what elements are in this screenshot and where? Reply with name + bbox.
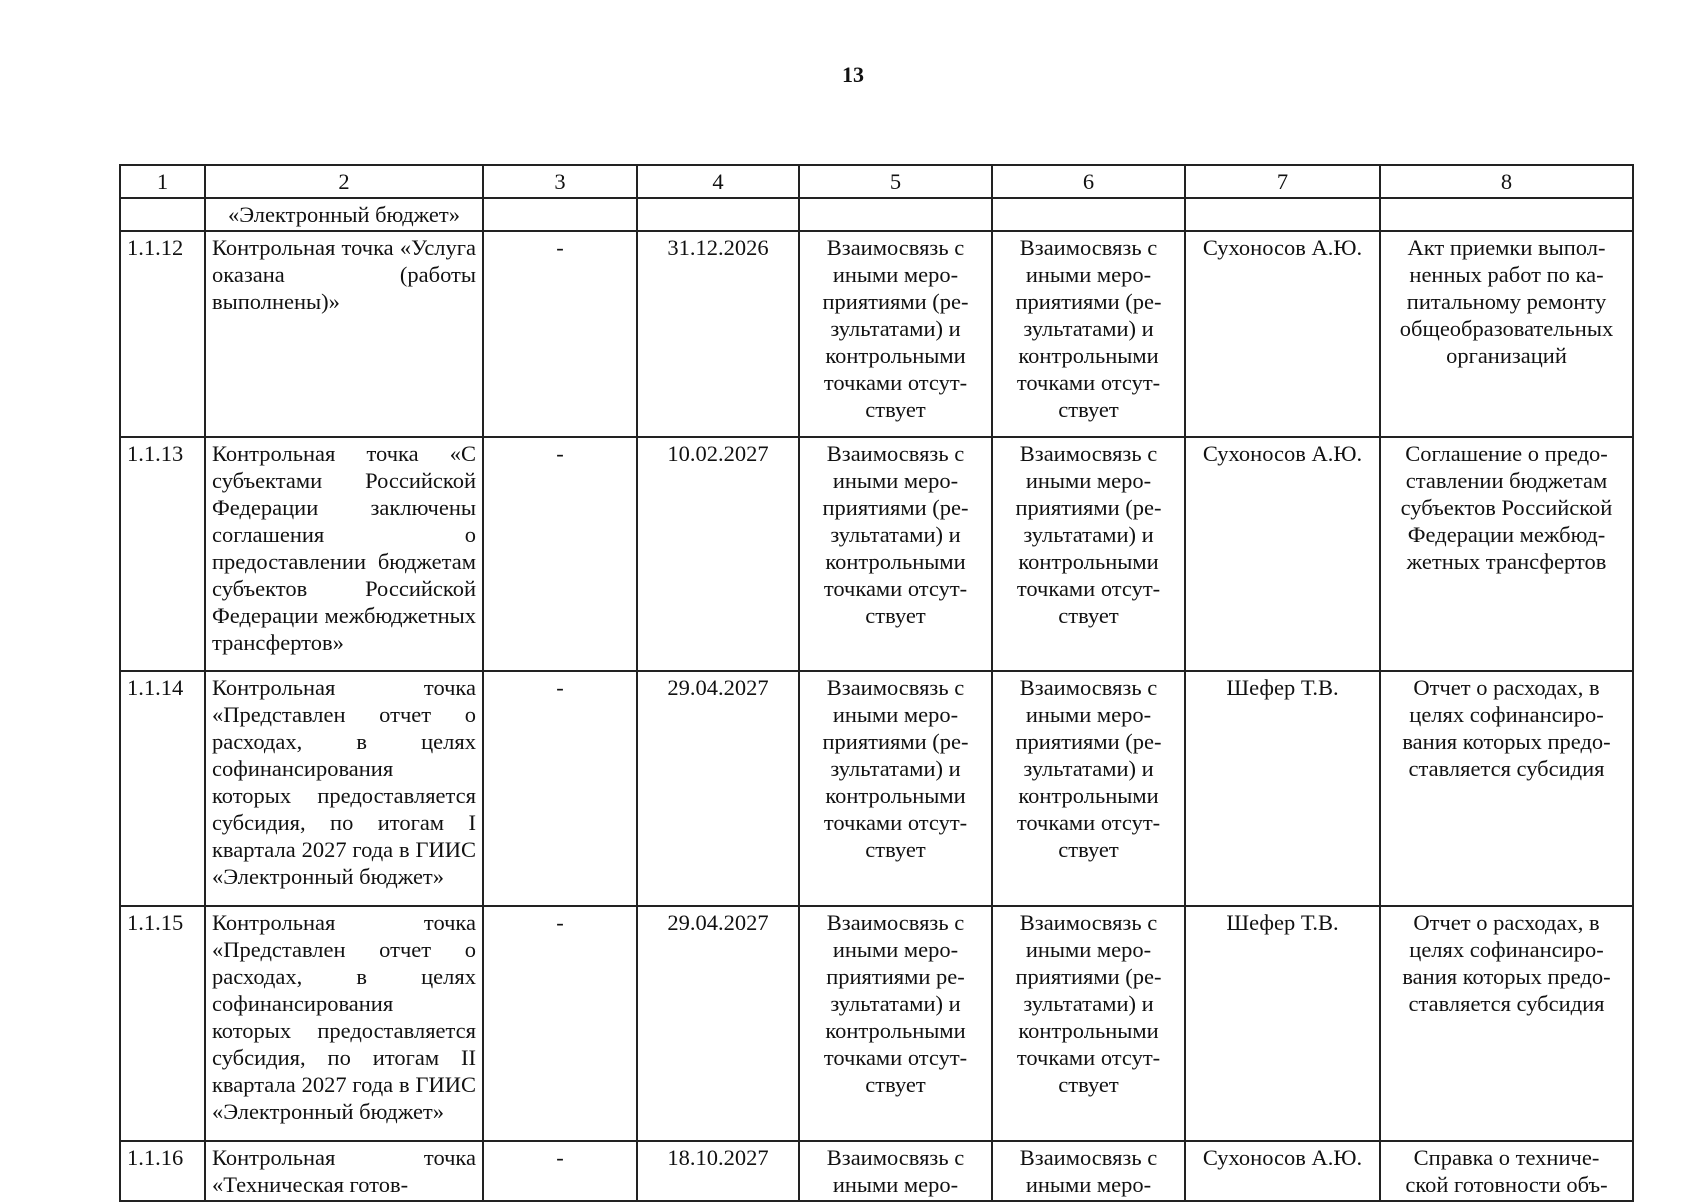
related-activities-cell xyxy=(992,671,1185,906)
confirming-document-cell xyxy=(1380,1141,1633,1201)
confirming-document-cell xyxy=(1380,671,1633,906)
related-activities-text: Взаимосвязь с иными меро- приятиями ре- зультатами) и контрольными точками отсут- ствует xyxy=(823,910,968,1097)
column-header-2: 2 xyxy=(205,165,483,198)
column-3-cell xyxy=(483,437,637,671)
related-activities-cell xyxy=(799,437,992,671)
confirming-document-text: Соглашение о предо- ставлении бюджетам субъектов Российской Федерации межбюд- жетных трансфертов xyxy=(1400,441,1613,574)
related-activities-text: Взаимосвязь с иными меро- xyxy=(1019,1145,1158,1197)
related-activities-text: Взаимосвязь с иными меро- приятиями (ре- зультатами) и контрольными точками отсут- ствует xyxy=(1015,235,1162,422)
row-number-cell xyxy=(120,1141,205,1201)
control-point-name-cell xyxy=(205,906,483,1141)
column-3-cell xyxy=(483,671,637,906)
date-cell xyxy=(637,906,799,1141)
row-number-cell xyxy=(120,231,205,437)
column-header-1: 1 xyxy=(120,165,205,198)
column-3-text: - xyxy=(556,675,564,700)
column-3-text: - xyxy=(556,1145,564,1170)
continuation-empty-cell xyxy=(1380,198,1633,231)
related-activities-text: Взаимосвязь с иными меро- приятиями (ре- зультатами) и контрольными точками отсут- ствует xyxy=(822,675,969,862)
table-row xyxy=(120,671,1633,906)
control-point-name-text: Контрольная точка «Представлен отчет о расходах, в целях софинансирования которых предоставляется субсидия, по итогам I квартала 2027 года в ГИИС «Электронный бюджет» xyxy=(212,675,476,889)
date-text: 29.04.2027 xyxy=(667,675,769,700)
responsible-person-cell xyxy=(1185,906,1380,1141)
related-activities-text: Взаимосвязь с иными меро- приятиями (ре- зультатами) и контрольными точками отсут- ствует xyxy=(822,235,969,422)
responsible-person-text: Шефер Т.В. xyxy=(1226,675,1339,700)
column-header-4: 4 xyxy=(637,165,799,198)
continuation-empty-cell xyxy=(1185,198,1380,231)
table-row xyxy=(120,1141,1633,1201)
continuation-empty-cell xyxy=(992,198,1185,231)
responsible-person-text: Шефер Т.В. xyxy=(1226,910,1339,935)
row-number-text: 1.1.12 xyxy=(127,235,184,260)
confirming-document-text: Отчет о расходах, в целях софинансиро- вания которых предо- ставляется субсидия xyxy=(1402,910,1611,1016)
confirming-document-text: Акт приемки выпол- ненных работ по ка- питальному ремонту общеобразовательных организаций xyxy=(1399,235,1614,368)
table-row xyxy=(120,437,1633,671)
row-number-cell xyxy=(120,437,205,671)
date-text: 10.02.2027 xyxy=(667,441,769,466)
related-activities-text: Взаимосвязь с иными меро- xyxy=(826,1145,965,1197)
related-activities-cell xyxy=(799,1141,992,1201)
continuation-num-cell xyxy=(120,198,205,231)
confirming-document-text: Отчет о расходах, в целях софинансиро- вания которых предо- ставляется субсидия xyxy=(1402,675,1611,781)
related-activities-cell xyxy=(992,906,1185,1141)
date-cell xyxy=(637,671,799,906)
confirming-document-cell xyxy=(1380,437,1633,671)
related-activities-cell xyxy=(992,1141,1185,1201)
date-cell xyxy=(637,231,799,437)
control-point-name-text: Контрольная точка «Представлен отчет о расходах, в целях софинансирования которых предоставляется субсидия, по итогам II квартала 2027 года в ГИИС «Электронный бюджет» xyxy=(212,910,476,1124)
responsible-person-text: Сухоносов А.Ю. xyxy=(1202,1145,1363,1170)
control-point-name-text: Контрольная точка «С субъектами Российской Федерации заключены соглашения о предоставлении бюджетам субъектов Российской Федерации межбюджетных трансфертов» xyxy=(212,441,476,655)
continuation-row xyxy=(120,198,1633,231)
row-number-cell xyxy=(120,906,205,1141)
responsible-person-text: Сухоносов А.Ю. xyxy=(1202,235,1363,260)
continuation-empty-cell xyxy=(799,198,992,231)
date-cell xyxy=(637,1141,799,1201)
date-text: 18.10.2027 xyxy=(667,1145,769,1170)
continuation-empty-cell xyxy=(483,198,637,231)
continuation-name-cell: «Электронный бюджет» xyxy=(205,198,483,231)
responsible-person-text: Сухоносов А.Ю. xyxy=(1202,441,1363,466)
date-text: 31.12.2026 xyxy=(667,235,769,260)
column-3-cell xyxy=(483,231,637,437)
related-activities-cell xyxy=(799,906,992,1141)
column-3-cell xyxy=(483,1141,637,1201)
table-row xyxy=(120,906,1633,1141)
responsible-person-cell xyxy=(1185,437,1380,671)
confirming-document-cell xyxy=(1380,906,1633,1141)
column-header-6: 6 xyxy=(992,165,1185,198)
related-activities-cell xyxy=(992,437,1185,671)
related-activities-cell xyxy=(992,231,1185,437)
control-point-name-text: Контрольная точка «Услуга оказана (работы выполнены)» xyxy=(212,235,476,314)
column-3-cell xyxy=(483,906,637,1141)
column-header-5: 5 xyxy=(799,165,992,198)
related-activities-text: Взаимосвязь с иными меро- приятиями (ре- зультатами) и контрольными точками отсут- ствует xyxy=(1015,441,1162,628)
control-point-name-cell xyxy=(205,1141,483,1201)
row-number-cell xyxy=(120,671,205,906)
row-number-text: 1.1.14 xyxy=(127,675,184,700)
control-point-name-cell xyxy=(205,671,483,906)
related-activities-text: Взаимосвязь с иными меро- приятиями (ре- зультатами) и контрольными точками отсут- ствует xyxy=(822,441,969,628)
confirming-document-cell xyxy=(1380,231,1633,437)
control-point-name-cell xyxy=(205,231,483,437)
column-header-8: 8 xyxy=(1380,165,1633,198)
column-3-text: - xyxy=(556,235,564,260)
related-activities-text: Взаимосвязь с иными меро- приятиями (ре- зультатами) и контрольными точками отсут- ствует xyxy=(1015,675,1162,862)
table-row xyxy=(120,231,1633,437)
date-text: 29.04.2027 xyxy=(667,910,769,935)
responsible-person-cell xyxy=(1185,1141,1380,1201)
confirming-document-text: Справка о техниче- ской готовности объ- xyxy=(1405,1145,1608,1197)
related-activities-cell xyxy=(799,671,992,906)
table-header-row xyxy=(120,165,1633,198)
column-header-3: 3 xyxy=(483,165,637,198)
column-3-text: - xyxy=(556,441,564,466)
row-number-text: 1.1.16 xyxy=(127,1145,184,1170)
column-header-7: 7 xyxy=(1185,165,1380,198)
date-cell xyxy=(637,437,799,671)
row-number-text: 1.1.13 xyxy=(127,441,184,466)
responsible-person-cell xyxy=(1185,671,1380,906)
control-points-table xyxy=(119,164,1634,1202)
responsible-person-cell xyxy=(1185,231,1380,437)
control-point-name-text: Контрольная точка «Техническая готов- xyxy=(212,1145,476,1197)
page-number: 13 xyxy=(842,62,864,87)
row-number-text: 1.1.15 xyxy=(127,910,184,935)
control-point-name-cell xyxy=(205,437,483,671)
related-activities-text: Взаимосвязь с иными меро- приятиями (ре- зультатами) и контрольными точками отсут- ствует xyxy=(1015,910,1162,1097)
related-activities-cell xyxy=(799,231,992,437)
continuation-empty-cell xyxy=(637,198,799,231)
column-3-text: - xyxy=(556,910,564,935)
